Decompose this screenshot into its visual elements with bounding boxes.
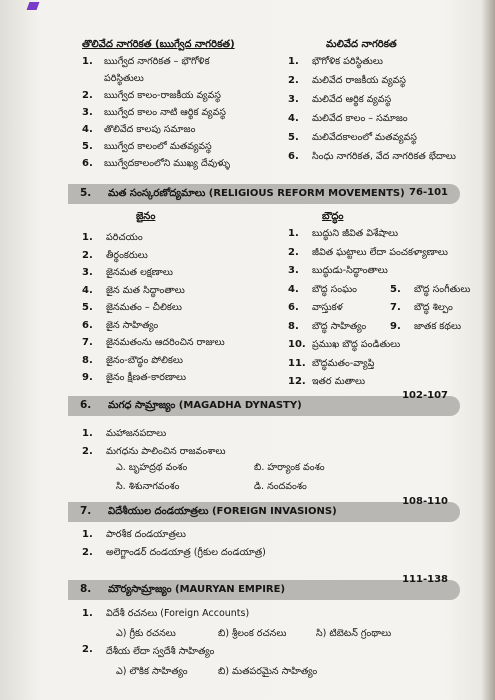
list-item-text: తొలివేద కాలపు సమాజం: [104, 124, 196, 135]
list-item-number: 2.: [288, 75, 299, 86]
list-item-text: ఋగ్వేద కాలం నాటి ఆర్థిక వ్యవస్థ: [104, 107, 226, 118]
list-item-text: మహాజనపదాలు: [106, 428, 167, 439]
section-6-number: 6.: [80, 399, 92, 411]
list-item-number: 4.: [288, 283, 299, 295]
list-item-number: 9.: [82, 372, 93, 383]
section-5-bar: [68, 184, 460, 204]
list-item-text: భౌగోళిక పరిస్థితులు: [312, 56, 383, 67]
list-item-number: 1.: [82, 428, 93, 439]
list-item-text: పరిస్థితులు: [104, 73, 144, 84]
list-item-text: తీర్థంకరులు: [106, 249, 148, 261]
section-8-bar: [68, 574, 460, 600]
list-item-text: బుద్ధుడు-సిద్ధాంతాలు: [312, 265, 388, 276]
list-item-text: అలెగ్జాండర్ దండయాత్ర (గ్రీకుల దండయాత్ర): [106, 547, 266, 558]
list-item-text: జైనం క్షీణత-కారణాలు: [106, 372, 187, 383]
list-item-number: 3.: [288, 265, 299, 276]
list-item-number: 7.: [82, 337, 93, 348]
list-item-text: విదేశీ రచనలు (Foreign Accounts): [106, 608, 250, 619]
list-item-number: 8.: [288, 320, 299, 332]
section-7-pages: 108-110: [402, 496, 448, 507]
list-item-number: 2.: [82, 446, 93, 457]
list-item-number: 1.: [288, 228, 299, 239]
list-item-text: బౌద్ధ సంఘం: [312, 283, 357, 295]
list-item-number: 1.: [82, 232, 93, 243]
sub-item: ఎ) గ్రీకు రచనలు: [116, 628, 176, 639]
list-item-number: 3.: [82, 107, 93, 118]
sub-item: ఎ) లౌకిక సాహిత్యం: [116, 666, 188, 677]
list-item-number: 1.: [82, 56, 93, 67]
list-item-text: మలివేద కాలం – సమాజం: [312, 113, 408, 124]
sub-item: బి. హర్యాంక వంశం: [254, 462, 325, 473]
list-item-text: దేశీయ లేదా స్వదేశీ సాహిత్యం: [106, 646, 215, 657]
list-item-number: 4.: [82, 124, 93, 135]
list-item-number: 2.: [288, 246, 299, 258]
list-item-number: 10.: [288, 339, 306, 350]
section-5-pages: 76-101: [409, 187, 448, 198]
list-item-number: 5.: [82, 302, 93, 313]
section-6-title: మగధ సామ్రాజ్యం (MAGADHA DYNASTY): [108, 400, 302, 411]
list-item-text: జైనం-బౌద్ధం పోలికలు: [106, 354, 183, 366]
list-item-number: 6.: [288, 151, 299, 162]
list-item-number: 6.: [82, 158, 93, 169]
section-8-pages: 111-138: [402, 574, 448, 585]
list-item-text: ప్రముఖ బౌద్ధ పండితులు: [312, 339, 401, 350]
list-item-text: పరిచయం: [106, 232, 143, 243]
list-item-text: మలివేదకాలంలో మతవ్యవస్థ: [312, 132, 417, 143]
sub-item: డి. నందవంశం: [254, 481, 307, 492]
list-item-text: జైన మత సిద్ధాంతాలు: [106, 284, 185, 296]
purple-corner-mark: [27, 2, 40, 10]
list-item-number: 4.: [288, 113, 299, 124]
list-item-number: 8.: [82, 354, 93, 366]
list-item-number: 2.: [82, 644, 93, 655]
list-item-text: మలివేద రాజకీయ వ్యవస్థ: [312, 75, 406, 86]
list-item-number: 1.: [82, 608, 93, 619]
early-vedic-heading: తొలివేద నాగరికత (ఋగ్వేద నాగరికత): [82, 39, 235, 50]
list-item-number: 11.: [288, 357, 306, 369]
list-item-number: 5.: [82, 141, 93, 152]
sub-item: బి) మతపరమైన సాహిత్యం: [218, 666, 318, 677]
list-item-text: సింధు నాగరికత, వేద నాగరికత భేదాలు: [312, 151, 456, 162]
list-item-text: బౌద్ధ శిల్పం: [414, 302, 453, 313]
sub-item: ఎ. బృహద్రథ వంశం: [116, 462, 188, 473]
list-item-number: 1.: [82, 529, 93, 540]
list-item-number: 6.: [82, 319, 93, 331]
list-item-text: ఋగ్వేద కాలం-రాజకీయ వ్యవస్థ: [104, 90, 221, 101]
section-5-number: 5.: [80, 187, 92, 199]
section-6-pages: 102-107: [402, 390, 448, 401]
section-7-bar: [68, 496, 460, 522]
list-item-text: పారశీక దండయాత్రలు: [106, 529, 186, 540]
list-item-number: 1.: [288, 56, 299, 67]
list-item-text: మలివేద ఆర్థిక వ్యవస్థ: [312, 94, 392, 105]
section-5-title: మత సంస్కరణోద్యమాలు (RELIGIOUS REFORM MOVEMENTS): [108, 188, 405, 199]
list-item-number: 5.: [288, 132, 299, 143]
list-item-text: బౌద్ధమతం-వ్యాప్తి: [312, 357, 375, 369]
list-item-number: 2.: [82, 249, 93, 261]
list-item-number: 2.: [82, 90, 93, 101]
list-item-number: 7.: [390, 302, 401, 313]
sub-item: సి. శిశునాగవంశం: [116, 481, 180, 492]
list-item-text: జైన సాహిత్యం: [106, 319, 159, 331]
list-item-text: బౌద్ధ సాహిత్యం: [312, 320, 367, 332]
list-item-text: వాస్తుకళ: [312, 302, 343, 313]
list-item-number: 5.: [390, 283, 401, 295]
list-item-text: మగధను పాలించిన రాజవంశాలు: [106, 446, 226, 457]
later-vedic-heading: మలివేద నాగరికత: [326, 39, 397, 50]
jainism-heading: జైనం: [136, 211, 156, 222]
section-6-bar: [68, 390, 460, 416]
list-item-text: జైనమత లక్షణాలు: [106, 267, 173, 278]
list-item-text: ఇతర మతాలు: [312, 376, 366, 387]
section-7-number: 7.: [80, 505, 92, 517]
list-item-number: 12.: [288, 376, 306, 387]
list-item-number: 3.: [288, 94, 299, 105]
sub-item: బి) శ్రీలంక రచనలు: [218, 628, 287, 639]
list-item-text: ఋగ్వేద నాగరికత – భౌగోళిక: [104, 56, 210, 67]
list-item-text: జీవిత ఘట్టాలు లేదా పంచకళ్యాణాలు: [312, 246, 448, 258]
page-edge-shadow: [481, 0, 495, 700]
list-item-text: జాతక కథలు: [414, 320, 461, 332]
sub-item: సి) టిబెటన్ గ్రంథాలు: [316, 628, 392, 639]
list-item-number: 2.: [82, 547, 93, 558]
section-8-title: మౌర్యసామ్రాజ్యం (MAURYAN EMPIRE): [108, 584, 286, 595]
buddhism-heading: బౌద్ధం: [322, 211, 344, 222]
list-item-text: ఋగ్వేద కాలంలో మతవ్యవస్థ: [104, 141, 212, 152]
list-item-text: బుద్ధుని జీవిత విశేషాలు: [312, 228, 399, 239]
list-item-text: బౌద్ధ సంగీతులు: [414, 283, 471, 295]
list-item-text: ఋగ్వేదకాలంలోని ముఖ్య దేవుళ్ళు: [104, 158, 231, 169]
list-item-number: 6.: [288, 302, 299, 313]
list-item-number: 3.: [82, 267, 93, 278]
section-8-number: 8.: [80, 583, 92, 595]
list-item-number: 9.: [390, 320, 401, 332]
list-item-text: జైనమతంను ఆదరించిన రాజులు: [106, 337, 225, 348]
section-7-title: విదేశీయుల దండయాత్రలు (FOREIGN INVASIONS): [108, 506, 337, 517]
list-item-number: 4.: [82, 284, 93, 296]
list-item-text: జైనమతం – చీలికలు: [106, 302, 182, 313]
